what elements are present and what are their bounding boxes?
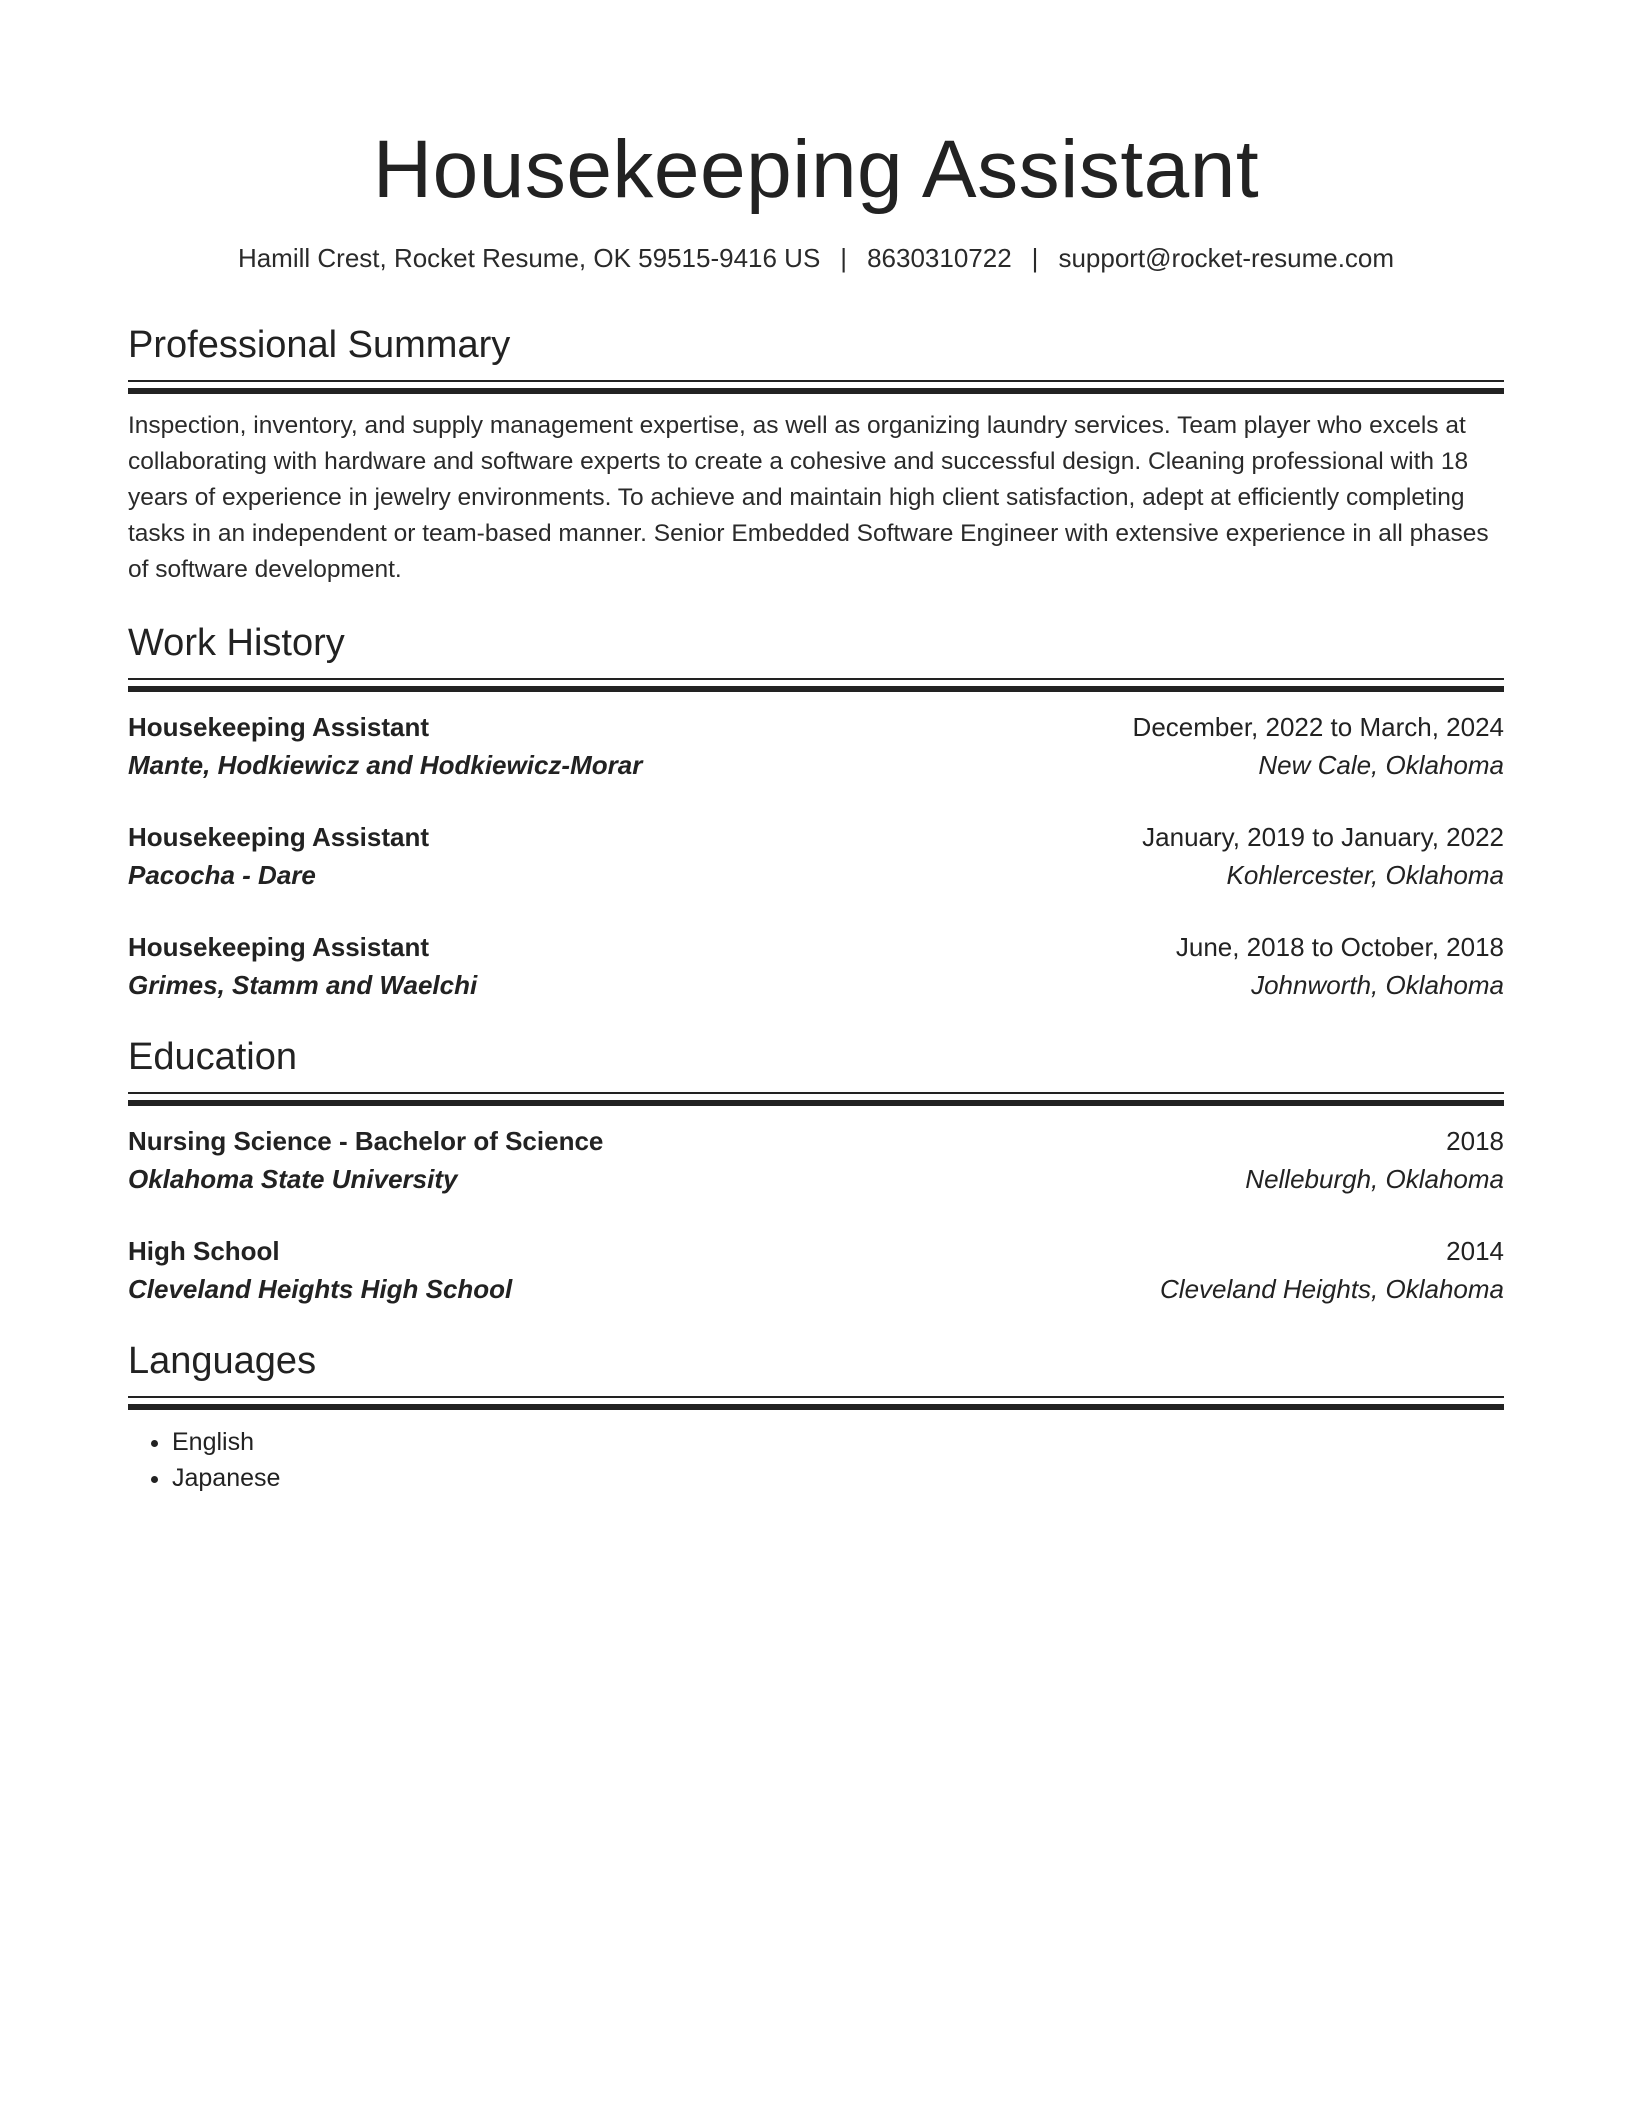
contact-separator: | xyxy=(1031,243,1039,273)
school-name: Cleveland Heights High School xyxy=(128,1274,513,1304)
company-name: Grimes, Stamm and Waelchi xyxy=(128,970,478,1000)
job-location: New Cale, Oklahoma xyxy=(1258,750,1504,780)
education-entry xyxy=(128,1232,1504,1308)
school-name: Oklahoma State University xyxy=(128,1164,458,1194)
school-location: Cleveland Heights, Oklahoma xyxy=(1160,1274,1504,1304)
language-item: • Japanese xyxy=(172,1460,1504,1496)
resume-name: Housekeeping Assistant xyxy=(372,124,1260,215)
job-title: Housekeeping Assistant xyxy=(128,712,430,742)
education-entry xyxy=(128,1122,1504,1198)
job-title: Housekeeping Assistant xyxy=(128,932,430,962)
contact-address: Hamill Crest, Rocket Resume, OK 59515-9416 US xyxy=(237,243,821,273)
section-divider xyxy=(128,678,1504,692)
school-location: Nelleburgh, Oklahoma xyxy=(1245,1164,1504,1194)
summary-text: Inspection, inventory, and supply management expertise, as well as organizing laundry services. Team player who excels at collaborating with hardware and software experts to create a cohesive and successful design. Cleaning professional with 18 years of experience in jewelry environments. To achieve and maintain high client satisfaction, adept at efficiently completing tasks in an independent or team-based manner. Senior Embedded Software Engineer with extensive experience in all phases of software development. xyxy=(128,412,1489,583)
section-title: Languages xyxy=(128,1340,317,1382)
section-divider xyxy=(128,380,1504,394)
job-dates: December, 2022 to March, 2024 xyxy=(1132,712,1504,742)
job-title: Housekeeping Assistant xyxy=(128,822,430,852)
graduation-year: 2018 xyxy=(1446,1126,1504,1156)
work-entries xyxy=(128,708,1504,1004)
company-name: Mante, Hodkiewicz and Hodkiewicz-Morar xyxy=(128,750,643,780)
section-title: Work History xyxy=(128,622,345,664)
languages-section xyxy=(128,1338,1504,1496)
section-divider xyxy=(128,1396,1504,1410)
contact-line xyxy=(128,240,1504,276)
work-entry xyxy=(128,928,1504,1004)
section-divider xyxy=(128,1092,1504,1106)
summary-section xyxy=(128,322,1504,588)
work-entry xyxy=(128,708,1504,784)
language-list xyxy=(128,1424,1504,1496)
language-item: • English xyxy=(172,1424,1504,1460)
section-title: Professional Summary xyxy=(128,324,511,366)
section-title: Education xyxy=(128,1036,298,1078)
contact-phone: 8630310722 xyxy=(867,243,1012,273)
degree-name: High School xyxy=(128,1236,280,1266)
job-location: Johnworth, Oklahoma xyxy=(1251,970,1504,1000)
company-name: Pacocha - Dare xyxy=(128,860,316,890)
degree-name: Nursing Science - Bachelor of Science xyxy=(128,1126,604,1156)
job-dates: June, 2018 to October, 2018 xyxy=(1175,932,1504,962)
education-entries xyxy=(128,1122,1504,1308)
job-location: Kohlercester, Oklahoma xyxy=(1226,860,1504,890)
job-dates: January, 2019 to January, 2022 xyxy=(1142,822,1504,852)
graduation-year: 2014 xyxy=(1446,1236,1504,1266)
education-section xyxy=(128,1034,1504,1308)
contact-separator: | xyxy=(840,243,848,273)
contact-email: support@rocket-resume.com xyxy=(1058,243,1395,273)
work-entry xyxy=(128,818,1504,894)
work-history-section xyxy=(128,620,1504,1004)
